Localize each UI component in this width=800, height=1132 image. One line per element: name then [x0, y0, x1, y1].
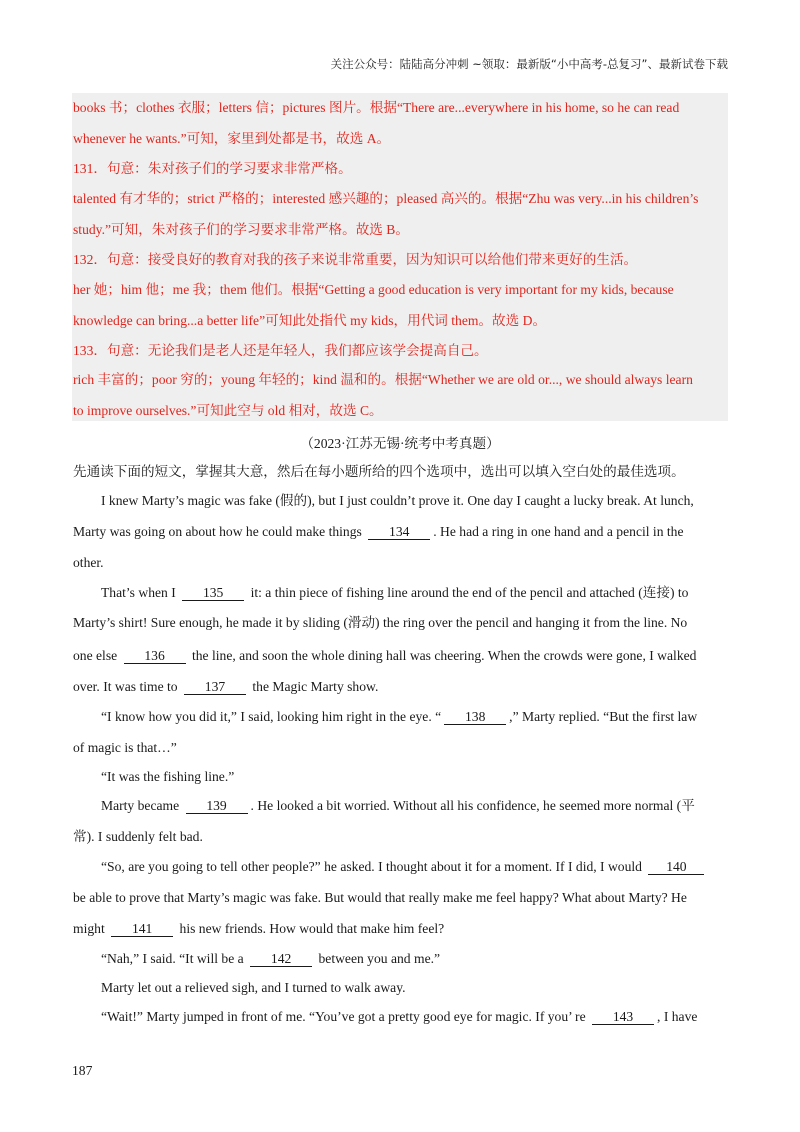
answer-line: rich 丰富的；poor 穷的；young 年轻的；kind 温和的。根据“Whether we are old or..., we should always learn — [73, 372, 693, 387]
blank-140: 140 — [648, 859, 704, 875]
blank-142: 142 — [250, 951, 312, 967]
passage-text: , I have — [657, 1009, 698, 1024]
passage-text: ,” Marty replied. “But the first law — [509, 709, 698, 724]
blank-139: 139 — [186, 798, 248, 814]
answer-line: whenever he wants.”可知，家里到处都是书，故选 A。 — [73, 131, 391, 146]
passage-text: “Wait!” Marty jumped in front of me. “You’ve got a pretty good eye for magic. If you’ re — [101, 1009, 586, 1024]
blank-143: 143 — [592, 1009, 654, 1025]
passage-line — [101, 708, 697, 726]
passage-text: the line, and soon the whole dining hall was cheering. When the crowds were gone, I walked — [191, 648, 697, 663]
passage-line: be able to prove that Marty’s magic was fake. But would that really make me feel happy? What about Marty? He — [73, 890, 687, 905]
passage-text: between you and me.” — [318, 951, 441, 966]
passage-text: it: a thin piece of fishing line around the end of the pencil and attached (连接) to — [250, 585, 689, 600]
answer-line: study.”可知，朱对孩子们的学习要求非常严格。故选 B。 — [73, 222, 409, 237]
blank-137: 137 — [184, 679, 246, 695]
page-header: 关注公众号：陆陆高分冲刺 ~领取：最新版“小中高考-总复习”、最新试卷下载 — [330, 57, 728, 71]
source-title: （2023·江苏无锡·统考中考真题） — [300, 436, 500, 451]
answer-line: talented 有才华的；strict 严格的；interested 感兴趣的；pleased 高兴的。根据“Zhu was very...in his children’s — [73, 191, 699, 206]
passage-text: . He had a ring in one hand and a pencil in the — [433, 524, 684, 539]
passage-text: his new friends. How would that make him feel? — [179, 921, 445, 936]
blank-138: 138 — [444, 709, 506, 725]
passage-text: That’s when I — [101, 585, 176, 600]
passage-line: Marty let out a relieved sigh, and I turned to walk away. — [101, 980, 406, 995]
answer-line: her 她；him 他；me 我；them 他们。根据“Getting a good education is very important for my kids, because — [73, 282, 674, 297]
answer-line: to improve ourselves.”可知此空与 old 相对，故选 C。 — [73, 403, 383, 418]
passage-line — [101, 797, 695, 815]
passage-text: over. It was time to — [73, 679, 178, 694]
passage-line — [101, 858, 707, 876]
blank-134: 134 — [368, 524, 430, 540]
answer-line: books 书；clothes 衣服；letters 信；pictures 图片。根据“There are...everywhere in his home, so he can read — [73, 100, 680, 115]
blank-135: 135 — [182, 585, 244, 601]
instructions: 先通读下面的短文，掌握其大意，然后在每小题所给的四个选项中，选出可以填入空白处的最佳选项。 — [73, 464, 685, 479]
passage-text: . He looked a bit worried. Without all his confidence, he seemed more normal (平 — [250, 798, 695, 813]
blank-136: 136 — [124, 648, 186, 664]
answer-line: 132．句意：接受良好的教育对我的孩子来说非常重要，因为知识可以给他们带来更好的生活。 — [73, 252, 638, 267]
passage-text: one else — [73, 648, 118, 663]
page-number: 187 — [72, 1063, 93, 1078]
passage-line: I knew Marty’s magic was fake (假的), but I just couldn’t prove it. One day I caught a lucky break. At lunch, — [101, 493, 694, 508]
passage-line — [73, 647, 696, 665]
answer-line: knowledge can bring...a better life”可知此处指代 my kids，用代词 them。故选 D。 — [73, 313, 547, 328]
passage-line: of magic is that…” — [73, 740, 177, 755]
passage-text: the Magic Marty show. — [252, 679, 379, 694]
passage-line: 常). I suddenly felt bad. — [73, 829, 203, 844]
passage-line — [101, 950, 440, 968]
passage-text: “So, are you going to tell other people?” he asked. I thought about it for a moment. If I did, I would — [101, 859, 642, 874]
answer-line: 133．句意：无论我们是老人还是年轻人，我们都应该学会提高自己。 — [73, 343, 488, 358]
passage-line — [101, 1008, 697, 1026]
passage-text: Marty became — [101, 798, 180, 813]
passage-line: “It was the fishing line.” — [101, 769, 235, 784]
passage-line — [73, 678, 378, 696]
passage-line: other. — [73, 555, 104, 570]
passage-text: “Nah,” I said. “It will be a — [101, 951, 244, 966]
passage-text: might — [73, 921, 105, 936]
passage-line — [73, 920, 444, 938]
answer-line: 131．句意：朱对孩子们的学习要求非常严格。 — [73, 161, 352, 176]
passage-text: Marty was going on about how he could make things — [73, 524, 362, 539]
passage-line — [101, 584, 688, 602]
passage-line — [73, 523, 684, 541]
blank-141: 141 — [111, 921, 173, 937]
passage-line: Marty’s shirt! Sure enough, he made it by sliding (滑动) the ring over the pencil and hanging it from the line. No — [73, 615, 688, 630]
passage-text: “I know how you did it,” I said, looking him right in the eye. “ — [101, 709, 442, 724]
